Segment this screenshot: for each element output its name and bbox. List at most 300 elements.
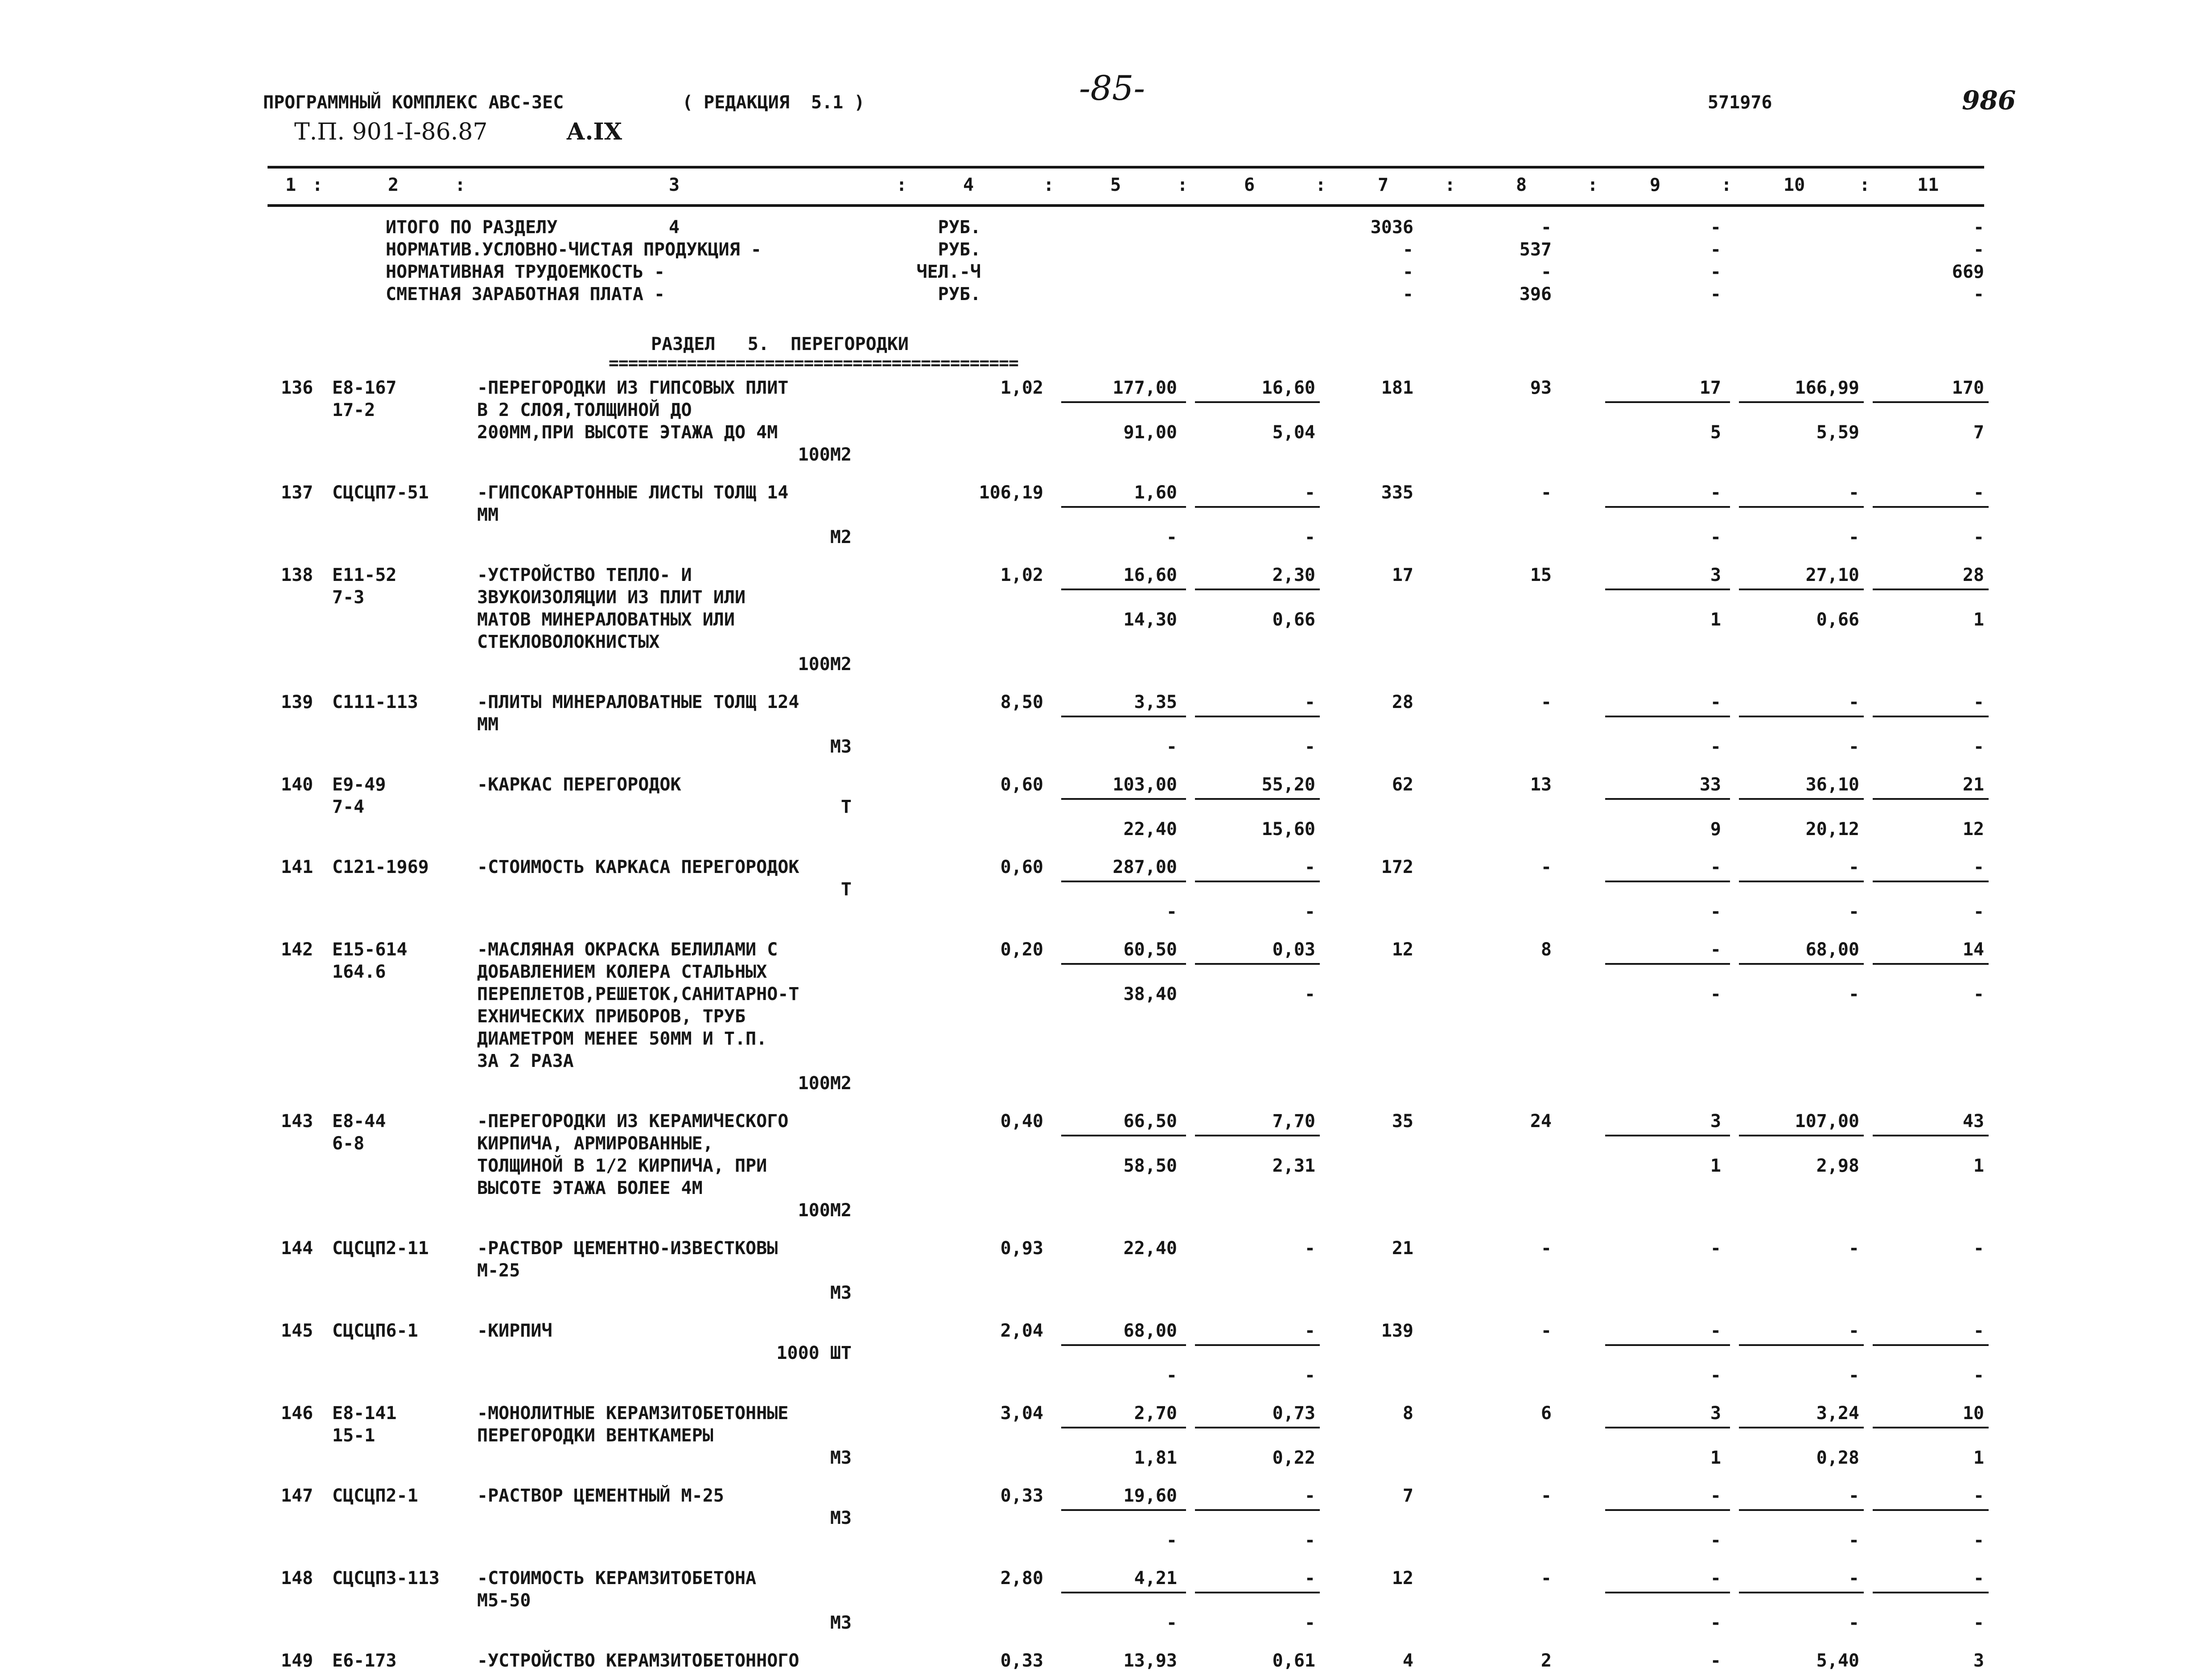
value-divider (1605, 1135, 1730, 1136)
item-col8: 8 (1541, 939, 1552, 960)
item-number: 138 (281, 565, 313, 585)
item-unit: М3 (830, 1448, 852, 1468)
item-number: 146 (281, 1403, 313, 1424)
item-c5-bottom: - (1166, 737, 1177, 757)
item-c10-top: - (1848, 482, 1859, 503)
item-c9-top: 3 (1710, 1111, 1721, 1132)
item-code: Е8-167 (332, 378, 397, 398)
value-divider (1195, 589, 1320, 590)
item-unit: 100М2 (798, 654, 852, 675)
item-col8: 15 (1530, 565, 1552, 585)
item-c11-top: 14 (1962, 939, 1984, 960)
item-quantity: 0,93 (1000, 1238, 1043, 1259)
item-c6-bottom: - (1304, 984, 1315, 1004)
item-code: С121-1969 (332, 857, 429, 877)
item-description: -СТОИМОСТЬ КЕРАМЗИТОБЕТОНА (477, 1568, 757, 1589)
item-c6-top: - (1304, 1486, 1315, 1506)
item-c6-bottom: - (1304, 1530, 1315, 1551)
item-description: ДИАМЕТРОМ МЕНЕЕ 50ММ И Т.П. (477, 1029, 767, 1049)
item-col7: 8 (1402, 1403, 1413, 1424)
item-description: ПЕРЕПЛЕТОВ,РЕШЕТОК,САНИТАРНО-Т (477, 984, 799, 1004)
item-quantity: 2,80 (1000, 1568, 1043, 1589)
item-description: -МОНОЛИТНЫЕ КЕРАМЗИТОБЕТОННЫЕ (477, 1403, 789, 1424)
item-code: Е8-44 (332, 1111, 386, 1132)
item-c5-bottom: - (1166, 901, 1177, 922)
item-col7: 172 (1381, 857, 1413, 877)
column-separator: : (312, 175, 323, 195)
item-code: 164.6 (332, 962, 386, 982)
item-c11-top: - (1973, 482, 1984, 503)
summary-unit: РУБ. (938, 239, 981, 260)
item-c5-bottom: 91,00 (1123, 422, 1177, 443)
value-divider (1605, 506, 1730, 508)
value-divider (1605, 1344, 1730, 1346)
album-number: А.IX (566, 118, 622, 145)
item-description: ПЕРЕГОРОДКИ ВЕНТКАМЕРЫ (477, 1425, 713, 1446)
item-c6-top: 0,73 (1272, 1403, 1315, 1424)
item-c9-top: - (1710, 1321, 1721, 1341)
value-divider (1739, 1427, 1864, 1428)
value-divider (1873, 716, 1989, 717)
column-number: 5 (1110, 175, 1121, 195)
table-top-rule (268, 166, 1984, 169)
item-description: -УСТРОЙСТВО КЕРАМЗИТОБЕТОННОГО (477, 1650, 799, 1671)
column-separator: : (1043, 175, 1055, 195)
item-c10-top: - (1848, 1486, 1859, 1506)
item-c6-bottom: 15,60 (1261, 819, 1315, 840)
item-unit: Т (840, 797, 852, 817)
item-c11-top: - (1973, 1321, 1984, 1341)
value-divider (1061, 881, 1186, 882)
item-quantity: 106,19 (979, 482, 1043, 503)
item-c6-top: - (1304, 1321, 1315, 1341)
item-c9-top: - (1710, 1568, 1721, 1589)
item-c10-top: 107,00 (1795, 1111, 1859, 1132)
item-description: 200ММ,ПРИ ВЫСОТЕ ЭТАЖА ДО 4М (477, 422, 778, 443)
item-c11-top: 10 (1962, 1403, 1984, 1424)
item-code: 17-2 (332, 400, 375, 420)
item-quantity: 0,33 (1000, 1486, 1043, 1506)
summary-value: - (1541, 217, 1552, 238)
item-code: 6-8 (332, 1133, 365, 1154)
item-c10-bottom: 20,12 (1805, 819, 1859, 840)
value-divider (1605, 716, 1730, 717)
item-c10-bottom: - (1848, 901, 1859, 922)
item-c11-top: - (1973, 1486, 1984, 1506)
item-col8: 2 (1541, 1650, 1552, 1671)
item-col7: 21 (1392, 1238, 1413, 1259)
item-code: С111-113 (332, 692, 418, 712)
item-unit: 1000 ШТ (776, 1343, 852, 1363)
item-c5-bottom: 38,40 (1123, 984, 1177, 1004)
item-unit: М3 (830, 1613, 852, 1633)
value-divider (1195, 1592, 1320, 1593)
value-divider (1739, 589, 1864, 590)
summary-unit: РУБ. (938, 284, 981, 305)
item-c9-bottom: - (1710, 984, 1721, 1004)
summary-value: - (1402, 284, 1413, 305)
item-code: Е15-614 (332, 939, 408, 960)
item-c5-top: 68,00 (1123, 1321, 1177, 1341)
item-c6-top: 2,30 (1272, 565, 1315, 585)
item-code: Е9-49 (332, 774, 386, 795)
summary-value: - (1402, 262, 1413, 282)
item-c9-top: 33 (1699, 774, 1721, 795)
item-quantity: 0,60 (1000, 774, 1043, 795)
item-unit: М3 (830, 1283, 852, 1303)
item-description: -ГИПСОКАРТОННЫЕ ЛИСТЫ ТОЛЩ 14 (477, 482, 789, 503)
item-c9-bottom: - (1710, 737, 1721, 757)
item-c5-bottom: - (1166, 1530, 1177, 1551)
item-c10-top: - (1848, 857, 1859, 877)
item-c11-top: - (1973, 1238, 1984, 1259)
item-c11-top: 170 (1952, 378, 1984, 398)
summary-label: НОРМАТИВ.УСЛОВНО-ЧИСТАЯ ПРОДУКЦИЯ - (386, 239, 762, 260)
item-description: ЗА 2 РАЗА (477, 1051, 574, 1071)
item-c9-top: - (1710, 857, 1721, 877)
value-divider (1873, 798, 1989, 800)
summary-value: - (1710, 284, 1721, 305)
item-number: 137 (281, 482, 313, 503)
item-c11-bottom: 1 (1973, 1156, 1984, 1176)
value-divider (1061, 1135, 1186, 1136)
item-number: 136 (281, 378, 313, 398)
value-divider (1061, 798, 1186, 800)
value-divider (1739, 1592, 1864, 1593)
item-description: -МАСЛЯНАЯ ОКРАСКА БЕЛИЛАМИ С (477, 939, 778, 960)
item-c10-top: - (1848, 1568, 1859, 1589)
value-divider (1873, 1344, 1989, 1346)
item-col8: - (1541, 482, 1552, 503)
item-c9-bottom: - (1710, 527, 1721, 547)
item-unit: 100М2 (798, 1200, 852, 1221)
item-c6-bottom: 0,66 (1272, 609, 1315, 630)
item-c6-top: - (1304, 482, 1315, 503)
summary-label: НОРМАТИВНАЯ ТРУДОЕМКОСТЬ - (386, 262, 665, 282)
value-divider (1739, 1344, 1864, 1346)
item-number: 147 (281, 1486, 313, 1506)
summary-value: 396 (1519, 284, 1552, 305)
item-c10-bottom: 2,98 (1816, 1156, 1859, 1176)
item-c11-bottom: - (1973, 901, 1984, 922)
item-description: -РАСТВОР ЦЕМЕНТНО-ИЗВЕСТКОВЫ (477, 1238, 778, 1259)
item-c5-bottom: - (1166, 1613, 1177, 1633)
item-c10-top: 3,24 (1816, 1403, 1859, 1424)
item-c11-bottom: - (1973, 1365, 1984, 1386)
summary-value: - (1973, 284, 1984, 305)
item-c9-top: 17 (1699, 378, 1721, 398)
item-number: 144 (281, 1238, 313, 1259)
item-c5-top: 66,50 (1123, 1111, 1177, 1132)
value-divider (1061, 1509, 1186, 1511)
value-divider (1195, 1135, 1320, 1136)
item-c5-top: 103,00 (1112, 774, 1177, 795)
column-separator: : (1859, 175, 1870, 195)
value-divider (1195, 401, 1320, 403)
column-separator: : (1177, 175, 1188, 195)
item-quantity: 0,33 (1000, 1650, 1043, 1671)
item-description: ДОБАВЛЕНИЕМ КОЛЕРА СТАЛЬНЫХ (477, 962, 767, 982)
item-c5-top: 2,70 (1134, 1403, 1177, 1424)
item-number: 140 (281, 774, 313, 795)
item-c6-bottom: - (1304, 1365, 1315, 1386)
item-c5-top: 16,60 (1123, 565, 1177, 585)
value-divider (1739, 716, 1864, 717)
column-number: 2 (388, 175, 399, 195)
item-c10-bottom: 5,59 (1816, 422, 1859, 443)
column-number: 1 (285, 175, 297, 195)
item-description: КИРПИЧА, АРМИРОВАННЫЕ, (477, 1133, 713, 1154)
item-c5-top: 19,60 (1123, 1486, 1177, 1506)
item-c9-bottom: 5 (1710, 422, 1721, 443)
item-col8: - (1541, 692, 1552, 712)
item-number: 143 (281, 1111, 313, 1132)
summary-value: 3036 (1370, 217, 1413, 238)
value-divider (1061, 1592, 1186, 1593)
item-number: 149 (281, 1650, 313, 1671)
page-number: -85- (1079, 68, 1145, 108)
item-c9-bottom: 1 (1710, 1448, 1721, 1468)
item-col7: 62 (1392, 774, 1413, 795)
item-quantity: 3,04 (1000, 1403, 1043, 1424)
item-c5-top: 60,50 (1123, 939, 1177, 960)
item-c11-bottom: 12 (1962, 819, 1984, 840)
item-code: 7-4 (332, 797, 365, 817)
item-description: -ПЕРЕГОРОДКИ ИЗ ГИПСОВЫХ ПЛИТ (477, 378, 789, 398)
item-col8: - (1541, 857, 1552, 877)
summary-unit: ЧЕЛ.-Ч (916, 262, 981, 282)
item-c11-top: 28 (1962, 565, 1984, 585)
item-c10-top: 36,10 (1805, 774, 1859, 795)
column-separator: : (896, 175, 907, 195)
item-c6-top: 7,70 (1272, 1111, 1315, 1132)
value-divider (1061, 589, 1186, 590)
item-c5-bottom: - (1166, 527, 1177, 547)
section-title-underline: ========================================== (609, 353, 1018, 373)
item-unit: 100М2 (798, 445, 852, 465)
item-c9-top: - (1710, 1650, 1721, 1671)
value-divider (1873, 589, 1989, 590)
item-c9-bottom: - (1710, 1365, 1721, 1386)
item-description: -КАРКАС ПЕРЕГОРОДОК (477, 774, 681, 795)
item-c5-bottom: - (1166, 1365, 1177, 1386)
item-c6-top: 16,60 (1261, 378, 1315, 398)
item-c11-top: 21 (1962, 774, 1984, 795)
item-c10-top: 166,99 (1795, 378, 1859, 398)
item-col7: 17 (1392, 565, 1413, 585)
summary-value: - (1710, 262, 1721, 282)
item-c10-bottom: - (1848, 984, 1859, 1004)
value-divider (1605, 881, 1730, 882)
item-unit: 100М2 (798, 1073, 852, 1094)
item-quantity: 2,04 (1000, 1321, 1043, 1341)
summary-value: 537 (1519, 239, 1552, 260)
column-number: 9 (1650, 175, 1661, 195)
summary-label: ИТОГО ПО РАЗДЕЛУ (386, 217, 558, 238)
item-c9-bottom: 1 (1710, 1156, 1721, 1176)
item-c10-top: 68,00 (1805, 939, 1859, 960)
item-c11-bottom: - (1973, 737, 1984, 757)
item-number: 145 (281, 1321, 313, 1341)
item-description: -РАСТВОР ЦЕМЕНТНЫЙ М-25 (477, 1486, 724, 1506)
item-c5-top: 22,40 (1123, 1238, 1177, 1259)
item-col8: 93 (1530, 378, 1552, 398)
item-c10-bottom: - (1848, 1365, 1859, 1386)
item-c9-top: - (1710, 939, 1721, 960)
item-col8: 24 (1530, 1111, 1552, 1132)
item-c11-bottom: - (1973, 1530, 1984, 1551)
item-c11-bottom: - (1973, 1613, 1984, 1633)
value-divider (1061, 1427, 1186, 1428)
summary-value: - (1973, 239, 1984, 260)
item-description: ТОЛЩИНОЙ В 1/2 КИРПИЧА, ПРИ (477, 1156, 767, 1176)
item-description: -СТОИМОСТЬ КАРКАСА ПЕРЕГОРОДОК (477, 857, 799, 877)
item-unit: М2 (830, 527, 852, 547)
value-divider (1605, 1427, 1730, 1428)
item-c9-top: - (1710, 482, 1721, 503)
value-divider (1873, 1135, 1989, 1136)
item-c6-top: 55,20 (1261, 774, 1315, 795)
column-separator: : (1587, 175, 1598, 195)
item-code: СЦСЦП2-1 (332, 1486, 418, 1506)
item-c5-bottom: 58,50 (1123, 1156, 1177, 1176)
item-description: ЗВУКОИЗОЛЯЦИИ ИЗ ПЛИТ ИЛИ (477, 587, 746, 608)
item-description: ММ (477, 714, 499, 735)
value-divider (1873, 1592, 1989, 1593)
item-c5-bottom: 14,30 (1123, 609, 1177, 630)
item-code: 15-1 (332, 1425, 375, 1446)
value-divider (1061, 963, 1186, 965)
item-c9-top: - (1710, 1486, 1721, 1506)
item-col8: - (1541, 1321, 1552, 1341)
item-number: 141 (281, 857, 313, 877)
project-number: Т.П. 901-I-86.87 (294, 119, 488, 145)
item-quantity: 0,20 (1000, 939, 1043, 960)
item-c11-top: - (1973, 857, 1984, 877)
item-code: СЦСЦП2-11 (332, 1238, 429, 1259)
value-divider (1739, 1509, 1864, 1511)
item-description: М5-50 (477, 1590, 531, 1611)
item-c5-top: 3,35 (1134, 692, 1177, 712)
summary-unit: РУБ. (938, 217, 981, 238)
item-code: Е11-52 (332, 565, 397, 585)
item-c9-bottom: - (1710, 1613, 1721, 1633)
item-c6-bottom: - (1304, 1613, 1315, 1633)
item-c9-top: 3 (1710, 565, 1721, 585)
item-col7: 139 (1381, 1321, 1413, 1341)
value-divider (1195, 506, 1320, 508)
item-description: ММ (477, 505, 499, 525)
item-c10-bottom: 0,66 (1816, 609, 1859, 630)
summary-value: - (1710, 239, 1721, 260)
item-c10-top: - (1848, 1238, 1859, 1259)
value-divider (1195, 798, 1320, 800)
item-code: СЦСЦП3-113 (332, 1568, 440, 1589)
edition-label: ( РЕДАКЦИЯ 5.1 ) (682, 92, 865, 113)
item-quantity: 0,40 (1000, 1111, 1043, 1132)
value-divider (1739, 963, 1864, 965)
value-divider (1605, 1509, 1730, 1511)
item-description: ЕХНИЧЕСКИХ ПРИБОРОВ, ТРУБ (477, 1006, 746, 1027)
item-number: 139 (281, 692, 313, 712)
item-c9-bottom: 1 (1710, 609, 1721, 630)
value-divider (1195, 881, 1320, 882)
value-divider (1605, 401, 1730, 403)
column-separator: : (1445, 175, 1456, 195)
item-c9-top: - (1710, 1238, 1721, 1259)
item-c10-bottom: - (1848, 1530, 1859, 1551)
item-col7: 28 (1392, 692, 1413, 712)
item-col8: - (1541, 1238, 1552, 1259)
item-quantity: 0,60 (1000, 857, 1043, 877)
item-number: 142 (281, 939, 313, 960)
value-divider (1739, 506, 1864, 508)
value-divider (1061, 506, 1186, 508)
item-c11-bottom: - (1973, 984, 1984, 1004)
item-c10-top: - (1848, 1321, 1859, 1341)
item-c6-top: - (1304, 1238, 1315, 1259)
item-c10-bottom: 0,28 (1816, 1448, 1859, 1468)
value-divider (1873, 963, 1989, 965)
column-separator: : (1315, 175, 1326, 195)
item-code: СЦСЦП6-1 (332, 1321, 418, 1341)
item-c5-top: 177,00 (1112, 378, 1177, 398)
item-c6-bottom: 2,31 (1272, 1156, 1315, 1176)
summary-value: - (1541, 262, 1552, 282)
item-col8: 13 (1530, 774, 1552, 795)
item-c9-bottom: - (1710, 901, 1721, 922)
column-separator: : (455, 175, 466, 195)
value-divider (1873, 506, 1989, 508)
column-number: 7 (1378, 175, 1389, 195)
item-c6-top: - (1304, 1568, 1315, 1589)
summary-value: - (1402, 239, 1413, 260)
summary-label: СМЕТНАЯ ЗАРАБОТНАЯ ПЛАТА - (386, 284, 665, 305)
item-c6-top: - (1304, 857, 1315, 877)
item-c5-top: 4,21 (1134, 1568, 1177, 1589)
summary-value: 669 (1952, 262, 1984, 282)
item-col8: - (1541, 1486, 1552, 1506)
item-c9-top: 3 (1710, 1403, 1721, 1424)
item-description: МАТОВ МИНЕРАЛОВАТНЫХ ИЛИ (477, 609, 735, 630)
item-col8: - (1541, 1568, 1552, 1589)
value-divider (1195, 1344, 1320, 1346)
item-c6-bottom: - (1304, 737, 1315, 757)
item-c11-bottom: - (1973, 527, 1984, 547)
item-description: -ПЕРЕГОРОДКИ ИЗ КЕРАМИЧЕСКОГО (477, 1111, 789, 1132)
item-c5-top: 1,60 (1134, 482, 1177, 503)
item-c10-bottom: - (1848, 737, 1859, 757)
item-description: М-25 (477, 1260, 520, 1281)
item-unit: М3 (830, 1508, 852, 1528)
item-col7: 7 (1402, 1486, 1413, 1506)
value-divider (1739, 401, 1864, 403)
item-c11-top: - (1973, 692, 1984, 712)
value-divider (1195, 716, 1320, 717)
item-code: СЦСЦП7-51 (332, 482, 429, 503)
column-number: 8 (1516, 175, 1527, 195)
item-col7: 4 (1402, 1650, 1413, 1671)
item-c10-bottom: - (1848, 1613, 1859, 1633)
value-divider (1873, 1509, 1989, 1511)
item-description: -УСТРОЙСТВО ТЕПЛО- И (477, 565, 692, 585)
value-divider (1605, 798, 1730, 800)
item-col7: 35 (1392, 1111, 1413, 1132)
section-title: РАЗДЕЛ 5. ПЕРЕГОРОДКИ (651, 334, 909, 354)
item-c6-bottom: - (1304, 901, 1315, 922)
item-description: -ПЛИТЫ МИНЕРАЛОВАТНЫЕ ТОЛЩ 124 (477, 692, 799, 712)
item-description: ВЫСОТЕ ЭТАЖА БОЛЕЕ 4М (477, 1178, 703, 1198)
